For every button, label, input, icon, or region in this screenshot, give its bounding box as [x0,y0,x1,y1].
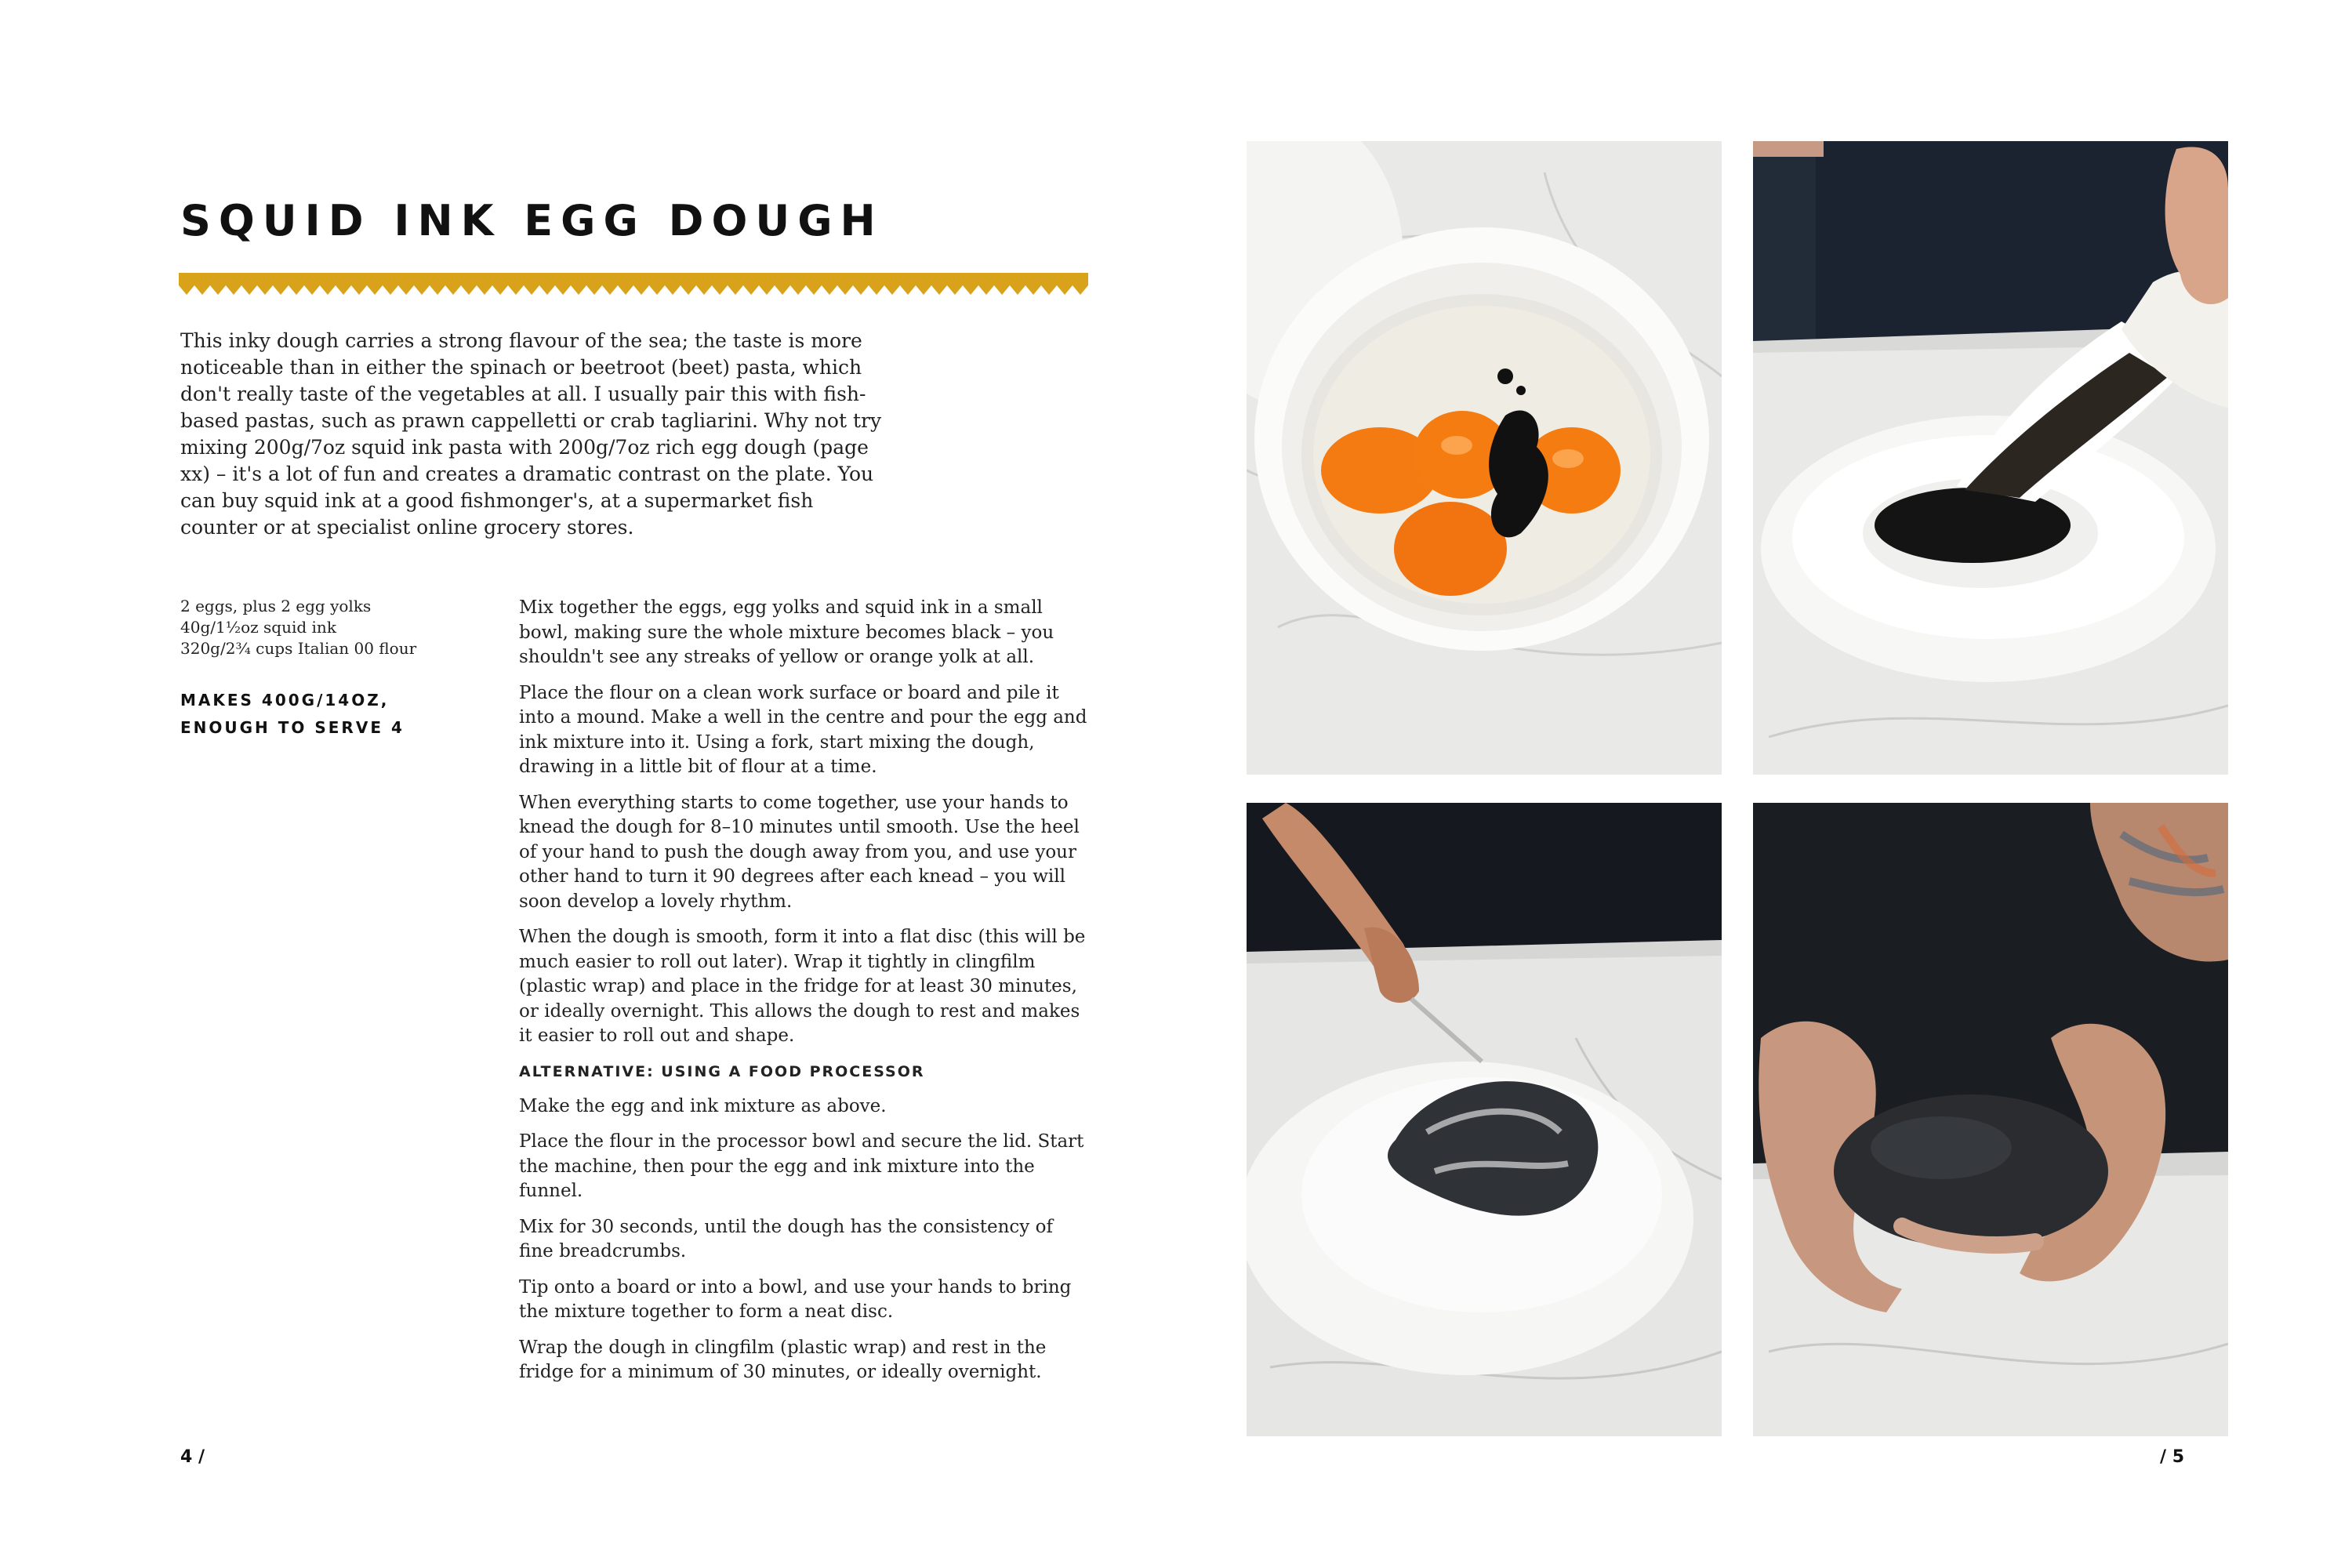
ingredient-item: 320g/2¾ cups Italian 00 flour [180,639,417,658]
method-step: Mix together the eggs, egg yolks and squid ink in a small bowl, making sure the whole mixture becomes black – you shouldn't see any streaks of yellow or orange yolk at all. [519,597,1054,667]
alternative-step: Make the egg and ink mixture as above. [519,1095,887,1116]
method-step: When everything starts to come together, use your hands to knead the dough for 8–10 minutes until smooth. Use the heel of your hand to push the dough away from you, and use your other hand to turn it 90 degrees after each knead – you will soon develop a lovely rhythm. [519,792,1080,912]
alternative-step: Wrap the dough in clingfilm (plastic wrap) and rest in the fridge for a minimum of 30 minutes, or ideally overnight. [519,1337,1047,1382]
page-number-right: / 5 [2160,1447,2185,1467]
alternative-heading: ALTERNATIVE: USING A FOOD PROCESSOR [519,1062,925,1080]
ingredient-item: 2 eggs, plus 2 egg yolks [180,597,372,615]
photo-dough-ball [1753,803,2228,1436]
photo-mixing-dough-with-fork-icon [1247,803,1722,1436]
recipe-yield: MAKES 400G/14OZ, ENOUGH TO SERVE 4 [180,691,405,737]
page-number-left: 4 / [180,1447,205,1467]
zigzag-divider [179,273,1088,296]
method-step: Place the flour on a clean work surface or board and pile it into a mound. Make a well in the centre and pour the egg and ink mixture into it. Using a fork, start mixing the dough, drawing in a little bit of flour at a time. [519,682,1087,777]
alternative-step: Mix for 30 seconds, until the dough has the consistency of fine breadcrumbs. [519,1216,1053,1261]
photo-eggs-in-bowl [1247,141,1722,775]
ingredients-list [180,596,439,659]
photo-hands-holding-black-dough-ball-icon [1753,803,2228,1436]
method-step: When the dough is smooth, form it into a flat disc (this will be much easier to roll out later). Wrap it tightly in clingfilm (plastic wrap) and place in the fridge for at least 30 minutes, or ideally overnight. This allows the dough to rest and makes it easier to roll out and shape. [519,927,1086,1046]
photo-eggs-and-squid-ink-in-bowl-icon [1247,141,1722,775]
alternative-step: Place the flour in the processor bowl and secure the lid. Start the machine, then pour the egg and ink mixture into the funnel. [519,1131,1084,1201]
recipe-title: SQUID INK EGG DOUGH [180,196,884,245]
photo-pouring-ink-mixture-into-flour-well-icon [1753,141,2228,775]
method-steps [519,596,1090,1396]
ingredient-item: 40g/1½oz squid ink [180,618,336,637]
alternative-step: Tip onto a board or into a bowl, and use your hands to bring the mixture together to form a neat disc. [519,1276,1072,1322]
photo-pouring-mixture [1753,141,2228,775]
photo-mixing-dough [1247,803,1722,1436]
recipe-intro: This inky dough carries a strong flavour of the sea; the taste is more noticeable than in either the spinach or beetroot (beet) pasta, which don't really taste of the vegetables at all. I usually pair this with fish-based pastas, such as prawn cappelletti or crab tagliarini. Why not try mixing 200g/7oz squid ink pasta with 200g/7oz rich egg dough (page xx) – it's a lot of fun and creates a dramatic contrast on the plate. You can buy squid ink at a good fishmonger's, at a supermarket fish counter or at specialist online grocery stores. [180,329,882,539]
